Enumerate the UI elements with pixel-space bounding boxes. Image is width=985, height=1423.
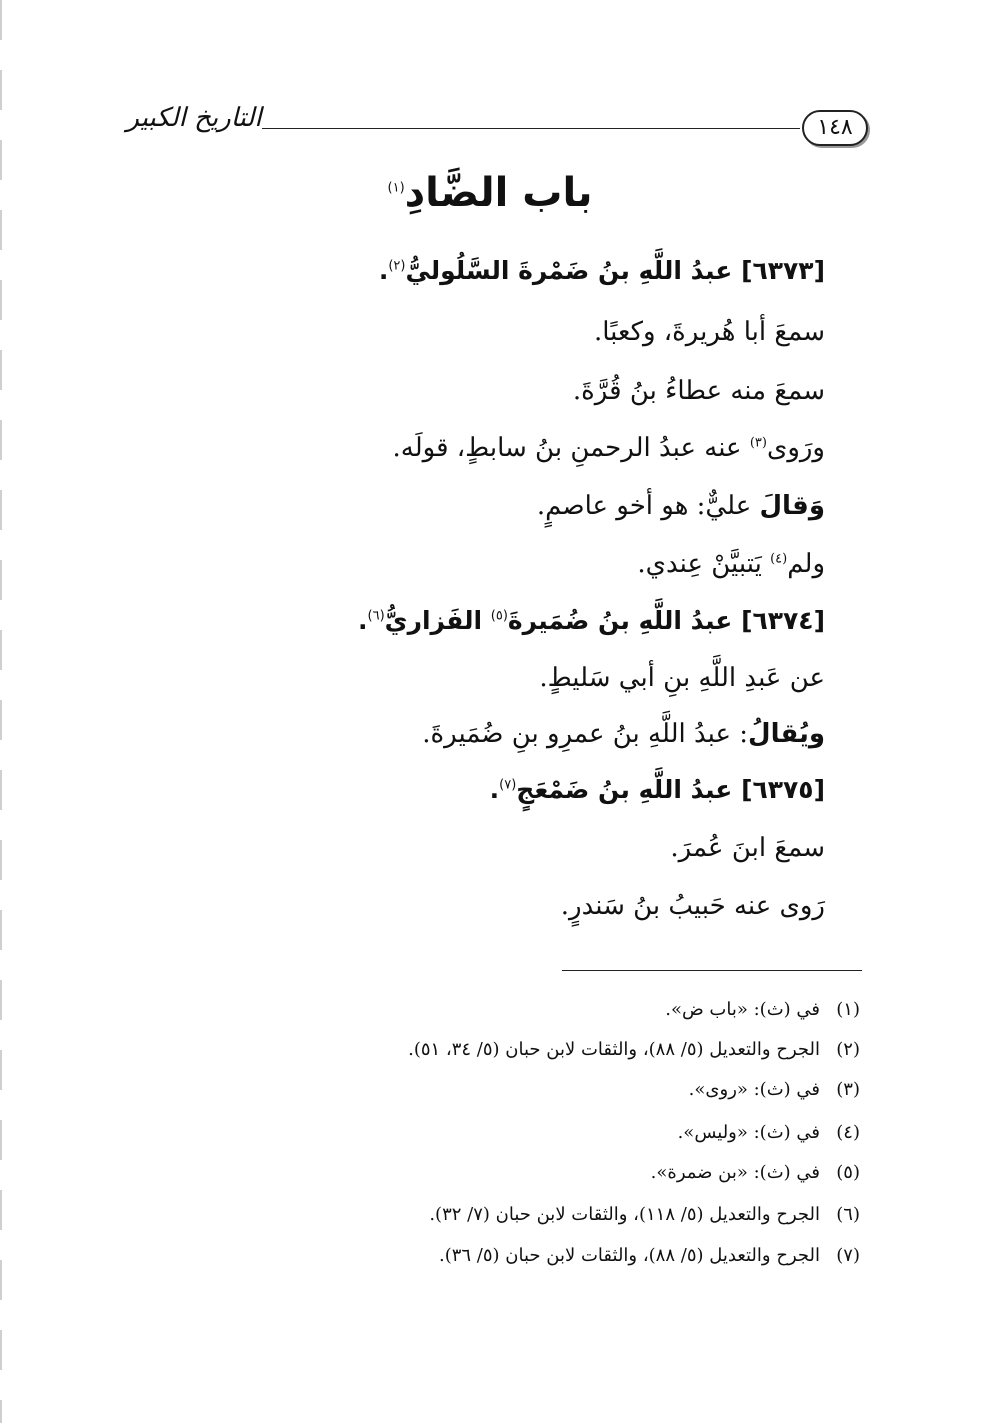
- body-line-tail: عنه عبدُ الرحمنِ بنُ سابطٍ، قولَه.: [392, 433, 750, 463]
- footnote: [100, 1241, 860, 1271]
- body-line-text: ولم: [787, 549, 825, 579]
- footnote: [100, 1200, 860, 1230]
- footnote-text: في (ث): «باب ض».: [665, 999, 820, 1020]
- body-line: [105, 308, 825, 356]
- footnote-text: في (ث): «روى».: [688, 1079, 820, 1100]
- footnote-text: في (ث): «بن ضمرة».: [650, 1162, 820, 1183]
- entry-6373-text: [٦٣٧٣] عبدُ اللَّهِ بنُ ضَمْرةَ السَّلُوليُّ: [405, 256, 825, 285]
- footnote-number: (٧): [836, 1245, 860, 1266]
- footnote: [100, 1035, 860, 1065]
- running-head-book-title: التاريخ الكبير: [126, 103, 262, 133]
- footnote-text: الجرح والتعديل (٥/ ١١٨)، والثقات لابن حبان (٧/ ٣٢).: [429, 1204, 820, 1225]
- page-number-badge: ١٤٨: [802, 110, 868, 146]
- footnote-number: (٦): [836, 1204, 860, 1225]
- chapter-title-text: باب الضَّادِ: [404, 170, 593, 216]
- body-line: [105, 882, 825, 930]
- body-line-tail: يَتبيَّنْ عِندي.: [637, 549, 771, 579]
- footnote-number: (٢): [836, 1039, 860, 1060]
- note-ref: (٢): [388, 258, 406, 274]
- entry-6374-heading: [105, 597, 825, 645]
- entry-6374-nisba: الفَزاريُّ: [384, 606, 491, 635]
- chapter-title: [360, 158, 620, 228]
- footnote-text: الجرح والتعديل (٥/ ٨٨)، والثقات لابن حبان (٥/ ٣٤، ٥١).: [408, 1039, 820, 1060]
- body-line: [105, 654, 825, 702]
- entry-tail: .: [378, 256, 389, 285]
- footnote-number: (٣): [836, 1079, 860, 1100]
- entry-tail: .: [358, 606, 368, 635]
- body-line: [105, 824, 825, 872]
- footnote-text: في (ث): «وليس».: [677, 1122, 820, 1143]
- body-line-lead: ويُقالُ: [748, 719, 825, 749]
- body-line-text: رَوى عنه حَبيبُ بنُ سَندرٍ.: [560, 891, 825, 921]
- footnote: [100, 995, 860, 1025]
- body-line-text: سمعَ أبا هُريرةَ، وكعبًا.: [594, 317, 825, 347]
- note-ref: (٧): [499, 777, 517, 793]
- entry-6375-heading: [105, 766, 825, 814]
- body-line: [105, 367, 825, 415]
- note-ref: (٥): [490, 608, 508, 624]
- note-ref: (٤): [770, 551, 788, 567]
- chapter-note-ref: (١): [387, 180, 405, 196]
- footnote: [100, 1118, 860, 1148]
- entry-tail: .: [489, 775, 500, 804]
- footnote-number: (١): [836, 999, 860, 1020]
- header-rule: [262, 128, 800, 129]
- entry-6375-text: [٦٣٧٥] عبدُ اللَّهِ بنُ ضَمْعَجٍ: [516, 775, 825, 804]
- body-line-lead: وَقالَ: [759, 491, 825, 521]
- page-edge-marks: [0, 0, 2, 1423]
- body-line: [105, 710, 825, 758]
- body-line-text: سمعَ ابنَ عُمرَ.: [670, 833, 825, 863]
- body-line: [105, 482, 825, 530]
- note-ref: (٣): [749, 435, 767, 451]
- footnote-text: الجرح والتعديل (٥/ ٨٨)، والثقات لابن حبان (٥/ ٣٦).: [438, 1245, 820, 1266]
- entry-6373-heading: [105, 247, 825, 295]
- footnote: [100, 1158, 860, 1188]
- body-line-text: ورَوى: [766, 433, 825, 463]
- footnote: [100, 1075, 860, 1105]
- body-line-text: : عبدُ اللَّهِ بنُ عمرِو بنِ ضُمَيرةَ.: [422, 719, 749, 749]
- body-line-text: سمعَ منه عطاءُ بنُ قُرَّةَ.: [572, 376, 825, 406]
- footnote-number: (٥): [836, 1162, 860, 1183]
- body-line: [105, 424, 825, 472]
- note-ref: (٦): [367, 608, 385, 624]
- body-line: [105, 540, 825, 588]
- body-line-text: عن عَبدِ اللَّهِ بنِ أبي سَليطٍ.: [539, 663, 825, 693]
- footnote-rule: [562, 970, 862, 971]
- entry-6374-text: [٦٣٧٤] عبدُ اللَّهِ بنُ ضُمَيرةَ: [507, 606, 825, 635]
- footnote-number: (٤): [836, 1122, 860, 1143]
- body-line-text: عليٌّ: هو أخو عاصمٍ.: [536, 491, 760, 521]
